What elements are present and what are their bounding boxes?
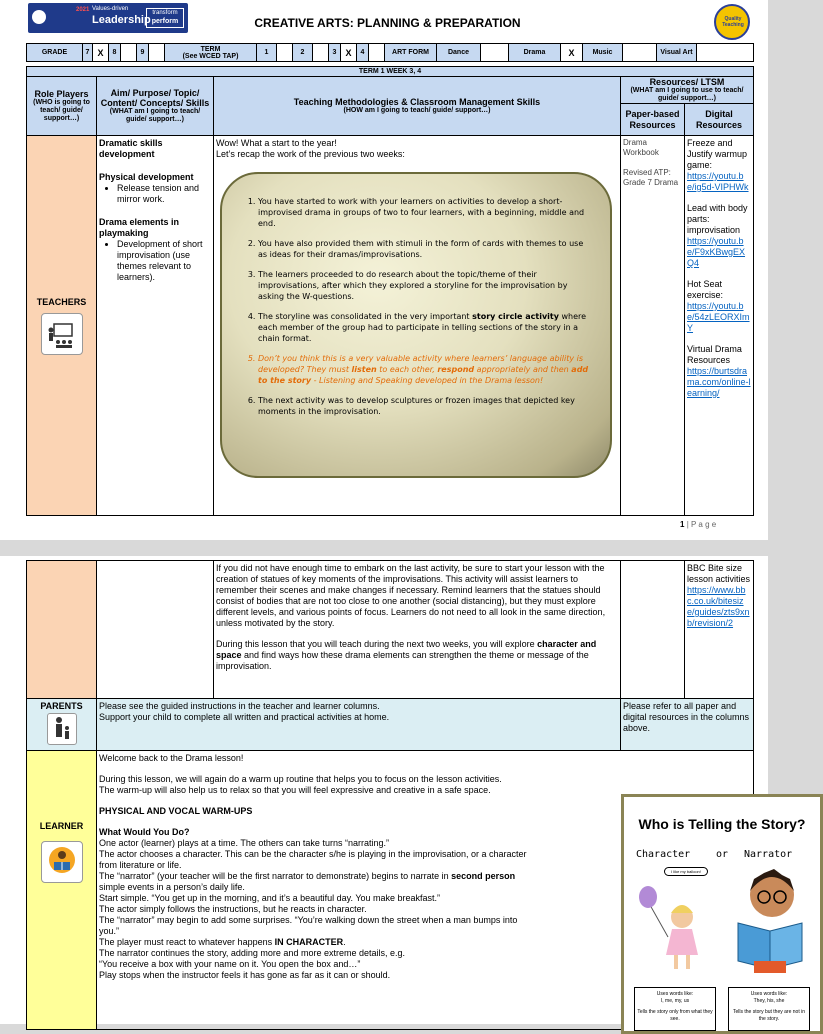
- intro-line-1: Wow! What a start to the year!: [216, 138, 337, 148]
- aims-cell: [97, 136, 214, 516]
- method-header: [214, 77, 621, 136]
- character-box-2: I, me, my, us: [660, 998, 690, 1004]
- method-header-sub: (HOW am I going to teach/ guide/ support…): [343, 107, 491, 114]
- parents-text-2: Support your child to complete all written and practical activities at home.: [99, 712, 390, 722]
- term-2: 2: [293, 44, 313, 62]
- aim-heading-3: Drama elements in playmaking: [99, 217, 180, 238]
- narrator-box-3: Tells the story but they are not in the story.: [733, 1009, 805, 1022]
- recap-item-5-a: Don’t you think this is a very valuable activity where learners’ language ability is developed? They must: [258, 354, 584, 374]
- learner-icon: [41, 841, 83, 883]
- digital-link-3[interactable]: https://youtu.be/54zLEORXImY: [687, 301, 750, 333]
- game-line-7-a: The player must react to whatever happens: [99, 937, 275, 947]
- narrator-box-1: Uses words like:: [750, 991, 788, 997]
- digital-link-1[interactable]: https://youtu.be/ig5d-VIPHWk: [687, 171, 749, 192]
- role-header: [27, 77, 97, 136]
- game-line-3-a: The “narrator” (your teacher will be the first narrator to demonstrate) begins to narrate in: [99, 871, 452, 881]
- digital-res-2: Lead with body parts: improvisation: [687, 203, 748, 235]
- cont-p2-c: and find ways how these drama elements can strengthen the theme or message of the improvisation.: [216, 650, 589, 671]
- page-number-value: 1: [680, 520, 685, 529]
- recap-item-4-c: where each member of the group had to participate in telling sections of the story in a chain format.: [258, 312, 587, 343]
- game-title: What Would You Do?: [99, 827, 190, 837]
- role-header-title: Role Players: [34, 88, 89, 99]
- grade-7: 7: [83, 44, 93, 62]
- game-line-7-c: .: [343, 937, 346, 947]
- music-mark: [623, 44, 657, 62]
- learner-label: LEARNER: [39, 821, 84, 831]
- grade-7-mark: X: [93, 44, 109, 62]
- term-subtext: (See WCED TAP): [182, 52, 239, 60]
- recap-item-5: [258, 353, 594, 386]
- logo-subline: Values-driven: [92, 6, 129, 12]
- poster: [621, 794, 823, 1034]
- warmup-body: [99, 827, 539, 981]
- recap-item-5-c: to each other,: [376, 365, 438, 374]
- header-logo: [28, 3, 188, 33]
- game-line-6: The “narrator” may begin to add some surprises. “You’re walking down the street when a man bumps into you.”: [99, 915, 518, 936]
- week-label: TERM 1 WEEK 3, 4: [27, 67, 754, 77]
- teachers-cont-cell: [27, 561, 97, 699]
- poster-character: Character: [636, 849, 691, 860]
- game-line-8: The narrator continues the story, adding more and more extreme details, e.g.: [99, 948, 405, 958]
- recap-item-3: 3. The learners proceeded to do research about the topic/theme of their improvisations, after which they explored a storyline for the improvisation by asking the W-questions.: [258, 269, 594, 302]
- drama-label: Drama: [509, 44, 561, 62]
- bbc-label: BBC Bite size lesson activities: [687, 563, 751, 584]
- character-box-3: Tells the story only from what they see.: [637, 1009, 713, 1022]
- recap-item-1: 1. You have started to work with your learners on activities to develop a short-improvised drama in groups of two to four learners, with a beginning, middle and end.: [258, 196, 594, 229]
- method-cell: [214, 136, 621, 516]
- paper-header: Paper-based Resources: [621, 104, 685, 136]
- digital-header: Digital Resources: [685, 104, 754, 136]
- recap-item-5-b: listen: [351, 365, 377, 374]
- term-1: 1: [257, 44, 277, 62]
- paper-res-2: Revised ATP: Grade 7 Drama: [623, 168, 679, 187]
- aim-header: [97, 77, 214, 136]
- character-box: [634, 987, 716, 1031]
- recap-item-5-g: - Listening and Speaking developed in the Drama lesson!: [311, 376, 544, 385]
- recap-item-5-f: add to the story: [258, 365, 589, 385]
- page-number: [680, 520, 716, 529]
- poster-title: Who is Telling the Story?: [638, 816, 806, 832]
- grade-9: 9: [137, 44, 149, 62]
- logo-year: 2021: [76, 7, 90, 13]
- digital-cont-cell: [685, 561, 754, 699]
- intro-line-2: Let’s recap the work of the previous two weeks:: [216, 149, 405, 159]
- badge-label: Quality Teaching: [722, 16, 744, 28]
- warmup-heading: PHYSICAL AND VOCAL WARM-UPS: [99, 806, 253, 816]
- grade-8: 8: [109, 44, 121, 62]
- cont-paragraph-2: [216, 639, 618, 672]
- grade-label: GRADE: [27, 44, 83, 62]
- grade-9-mark: [149, 44, 165, 62]
- recap-item-4-b: story circle activity: [472, 312, 559, 321]
- term-2-mark: [313, 44, 329, 62]
- learner-line-1: Welcome back to the Drama lesson!: [99, 753, 244, 763]
- game-line-4: Start simple. “You get up in the morning, and it’s a beautiful day. You make breakfast.”: [99, 893, 441, 903]
- aim-header-title: Aim/ Purpose/ Topic/ Content/ Concepts/ Skills: [100, 88, 210, 108]
- game-line-1: One actor (learner) plays at a time. The others can take turns “narrating.”: [99, 838, 389, 848]
- parents-cell: [27, 699, 97, 751]
- digital-res-3: Hot Seat exercise:: [687, 279, 724, 300]
- dance-label: Dance: [437, 44, 481, 62]
- teachers-label: TEACHERS: [36, 296, 87, 307]
- narrator-box: [728, 987, 810, 1031]
- digital-res-1: Freeze and Justify warmup game:: [687, 138, 748, 170]
- digital-link-4[interactable]: https://burtsdrama.com/online-learning/: [687, 366, 751, 398]
- recap-list: [240, 196, 594, 417]
- resources-header-sub: (WHAT am I going to use to teach/ guide/ support…): [630, 87, 744, 102]
- visual-art-mark: [697, 44, 754, 62]
- aim-heading-2: Physical development: [99, 172, 194, 182]
- game-line-10: Play stops when the instructor feels it has gone as far as it can or should.: [99, 970, 391, 980]
- drama-mark: X: [561, 44, 583, 62]
- page-title: CREATIVE ARTS: PLANNING & PREPARATION: [254, 16, 521, 30]
- teachers-cell: [27, 136, 97, 516]
- character-girl-icon: [638, 877, 708, 977]
- digital-link-2[interactable]: https://youtu.be/F9xKBwgEXQ4: [687, 236, 746, 268]
- parents-text-1: Please see the guided instructions in the teacher and learner columns.: [99, 701, 380, 711]
- logo-tagline-box: [146, 8, 184, 28]
- narrator-box-2: They, his, she: [753, 998, 785, 1004]
- parents-text-cell: [97, 699, 621, 751]
- paper-res-1: Drama Workbook: [623, 138, 659, 157]
- game-line-3-b: second person: [451, 871, 516, 881]
- cont-paragraph-1: If you did not have enough time to embark on the last activity, be sure to start your lesson with the creation of statues of key moments of the improvisations. This activity will assist learners to remember their scenes and make changes if necessary. Remind learners that the statues should consist of bodies that are not too close to one another (social distancing), but they must explore different levels, and various points of focus. Learners do not need to all look in the same direction, unless motivated by the story.: [216, 563, 606, 628]
- logo-word: Leadership: [92, 14, 151, 26]
- parents-res-cell: Please refer to all paper and digital resources in the columns above.: [621, 699, 754, 751]
- game-line-3: [99, 871, 539, 893]
- character-box-1: Uses words like:: [656, 991, 694, 997]
- aim-header-sub: (WHAT am I going to teach/ guide/ support…): [109, 108, 201, 123]
- planning-table-continued: [26, 560, 806, 1030]
- term-text: TERM: [200, 45, 221, 53]
- learner-content-cell: [97, 751, 806, 1030]
- role-header-sub: (WHO is going to teach/ guide/ support…): [33, 98, 90, 122]
- parent-child-icon: [48, 714, 76, 744]
- game-line-2: The actor chooses a character. This can be the character s/he is playing in the improvisation, or a character from literature or life.: [99, 849, 527, 870]
- game-line-3-c: simple events in a person’s daily life.: [99, 882, 245, 892]
- paper-cont-cell: [621, 561, 685, 699]
- recap-item-4: [258, 311, 594, 344]
- recap-item-6: 6. The next activity was to develop sculptures or frozen images that depicted key moments in the improvisation.: [258, 395, 594, 417]
- resources-header-title: Resources/ LTSM: [649, 77, 725, 87]
- digital-res-cell: [685, 136, 754, 516]
- page-number-label: | P a g e: [686, 520, 717, 529]
- method-header-title: Teaching Methodologies & Classroom Management Skills: [293, 97, 541, 107]
- aims-cont-cell: [97, 561, 214, 699]
- learner-line-3: The warm-up will also help us to relax so that you will feel expressive and creative in a safe space.: [99, 785, 491, 795]
- art-form-label: ART FORM: [385, 44, 437, 62]
- poster-narrator: Narrator: [744, 849, 793, 860]
- recap-box: [220, 172, 612, 478]
- term-4-mark: [369, 44, 385, 62]
- recap-item-2: 2. You have also provided them with stimuli in the form of cards with themes to use as ideas for their dramas/improvisations.: [258, 238, 594, 260]
- resources-header: [621, 77, 754, 104]
- game-line-7: [99, 937, 539, 948]
- game-line-5: The actor simply follows the instructions, but he reacts in character.: [99, 904, 367, 914]
- teacher-board-icon: [42, 314, 82, 354]
- grade-8-mark: [121, 44, 137, 62]
- recap-item-5-d: respond: [437, 365, 475, 374]
- grade-table: [26, 43, 754, 62]
- digital-res-4: Virtual Drama Resources: [687, 344, 742, 365]
- bbc-link[interactable]: https://www.bbc.co.uk/bitesize/guides/zts9xnb/revision/2: [687, 585, 750, 628]
- term-4: 4: [357, 44, 369, 62]
- page-1: [0, 0, 768, 540]
- learner-line-2: During this lesson, we will again do a warm up routine that helps you to focus on the lesson activities.: [99, 774, 502, 784]
- term-label: [165, 44, 257, 62]
- dance-mark: [481, 44, 509, 62]
- learner-reading-icon: [42, 842, 82, 882]
- speech-bubble: I like my balloon!: [664, 867, 708, 876]
- logo-emblem: [32, 10, 46, 24]
- term-3-mark: X: [341, 44, 357, 62]
- game-line-7-b: IN CHARACTER: [274, 937, 344, 947]
- cont-p2-b: character and space: [216, 639, 597, 660]
- cont-p2-a: During this lesson that you will teach during the next two weeks, you will explore: [216, 639, 538, 649]
- logo-tagline-2: perform: [151, 18, 179, 25]
- method-cont-cell: [214, 561, 621, 699]
- planning-table: [26, 66, 754, 516]
- term-1-mark: [277, 44, 293, 62]
- visual-art-label: Visual Art: [657, 44, 697, 62]
- page-2: [0, 556, 806, 1024]
- parent-icon: [47, 713, 77, 745]
- aim-bullet-2: • Development of short improvisation (use themes relevant to learners).: [117, 239, 211, 283]
- paper-res-cell: [621, 136, 685, 516]
- logo-tagline-1: transform: [152, 10, 178, 16]
- aim-bullet-1: • Release tension and mirror work.: [117, 183, 211, 205]
- recap-item-5-e: appropriately and then: [474, 365, 572, 374]
- parents-label: PARENTS: [40, 701, 83, 711]
- game-line-9: “You receive a box with your name on it. You open the box and…”: [99, 959, 361, 969]
- quality-badge-icon: [714, 4, 750, 40]
- term-3: 3: [329, 44, 341, 62]
- aim-heading-1: Dramatic skills development: [99, 138, 163, 159]
- teacher-icon: [41, 313, 83, 355]
- recap-item-4-a: The storyline was consolidated in the very important: [258, 312, 473, 321]
- learner-cell: [27, 751, 97, 1030]
- music-label: Music: [583, 44, 623, 62]
- narrator-boy-icon: [724, 865, 814, 977]
- poster-or: or: [716, 849, 729, 860]
